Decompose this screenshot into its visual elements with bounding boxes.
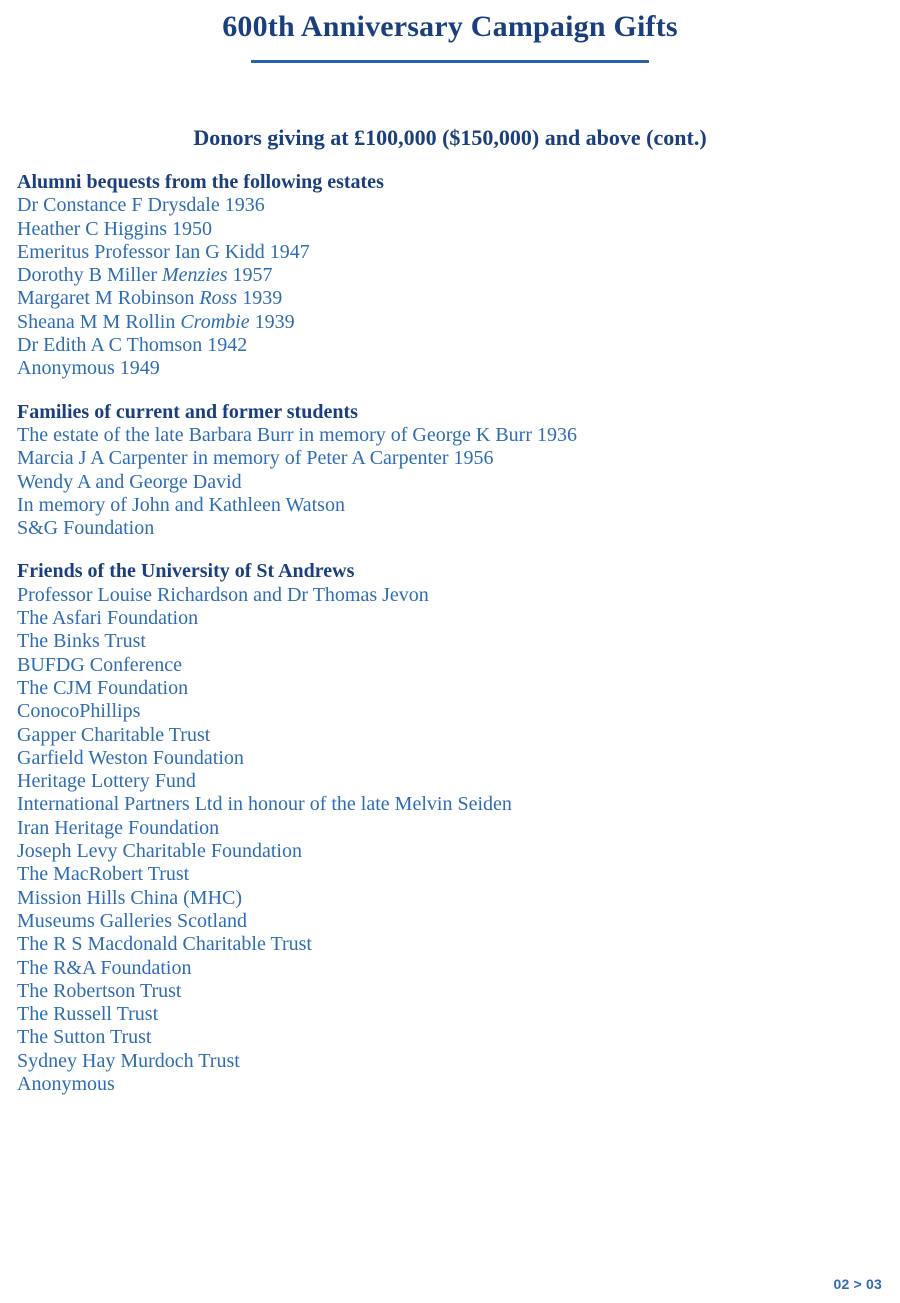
donor-name-segment: Professor Louise Richardson and Dr Thomas Jevon [17, 583, 429, 606]
donor-list-item [17, 1003, 880, 1026]
donor-name-segment: Wendy A and George David [17, 470, 242, 493]
donor-name-segment: ConocoPhillips [17, 700, 141, 723]
donor-name-segment: International Partners Ltd in honour of the late Melvin Seiden [17, 793, 512, 816]
donor-list-item [17, 863, 880, 886]
donor-list-item [17, 630, 880, 653]
donor-name-segment: BUFDG Conference [17, 653, 182, 676]
donor-name-segment: Dr Constance F Drysdale 1936 [17, 194, 265, 217]
donor-list-item [17, 241, 880, 264]
donor-name-segment: In memory of John and Kathleen Watson [17, 493, 345, 516]
donor-list-item [17, 910, 880, 933]
donor-name-segment: The Asfari Foundation [17, 607, 199, 630]
donor-list-item [17, 957, 880, 980]
section-heading: Alumni bequests from the following estates [17, 171, 384, 193]
donor-name-segment: The R S Macdonald Charitable Trust [17, 933, 312, 956]
donor-name-segment: Anonymous [17, 1072, 115, 1095]
section-heading: Families of current and former students [17, 400, 358, 423]
donor-list-item [17, 424, 880, 447]
donor-name-segment: Marcia J A Carpenter in memory of Peter A Carpenter 1956 [17, 447, 494, 470]
donor-name-segment: Dr Edith A C Thomson 1942 [17, 334, 248, 357]
donor-name-segment: The Robertson Trust [17, 979, 182, 1002]
donor-name-segment: S&G Foundation [17, 517, 155, 540]
page-title: 600th Anniversary Campaign Gifts [222, 10, 678, 43]
donor-list-item [17, 770, 880, 793]
donor-name-segment: Joseph Levy Charitable Foundation [17, 840, 302, 863]
donor-name-segment: 1957 [227, 264, 273, 287]
donor-list-item [17, 494, 880, 517]
donor-name-segment: Margaret M Robinson [17, 287, 200, 310]
donor-name-segment: Heritage Lottery Fund [17, 770, 196, 793]
donor-list-item [17, 654, 880, 677]
donor-list-item [17, 747, 880, 770]
donor-name-italic-segment: Ross [199, 287, 238, 310]
donor-name-segment: The Sutton Trust [17, 1026, 152, 1049]
donor-name-segment: The CJM Foundation [17, 676, 189, 699]
donor-name-segment: Dorothy B Miller [17, 264, 162, 287]
donor-name-segment: The Russell Trust [17, 1003, 159, 1026]
donor-list-item [17, 194, 880, 217]
title-underline-rule [251, 60, 649, 63]
donor-list-item [17, 793, 880, 816]
donor-section [17, 171, 880, 381]
donor-list-item [17, 677, 880, 700]
donor-list-item [17, 980, 880, 1003]
donor-name-segment: Museums Galleries Scotland [17, 909, 247, 932]
donor-name-segment: Heather C Higgins 1950 [17, 217, 212, 240]
donor-list-item [17, 607, 880, 630]
donor-list-item [17, 1026, 880, 1049]
page-subtitle: Donors giving at £100,000 ($150,000) and above (cont.) [193, 125, 707, 150]
donor-list-item [17, 287, 880, 310]
donor-name-segment: Sheana M M Rollin [17, 310, 181, 333]
donor-name-segment: The R&A Foundation [17, 956, 192, 979]
donor-list-item [17, 218, 880, 241]
donor-list-item [17, 447, 880, 470]
donor-list-item [17, 1073, 880, 1096]
donor-name-segment: 1939 [249, 310, 295, 333]
page-number: 02 > 03 [833, 1276, 882, 1292]
donor-list-item [17, 1050, 880, 1073]
donor-name-segment: 1939 [237, 287, 283, 310]
donor-list-item [17, 471, 880, 494]
donor-name-segment: Sydney Hay Murdoch Trust [17, 1049, 240, 1072]
donor-name-segment: Gapper Charitable Trust [17, 723, 211, 746]
section-heading: Friends of the University of St Andrews [17, 560, 355, 583]
donor-list-item [17, 334, 880, 357]
donor-section [17, 401, 880, 541]
donor-list-item [17, 817, 880, 840]
donor-list-item [17, 584, 880, 607]
donor-name-segment: The estate of the late Barbara Burr in memory of George K Burr 1936 [17, 423, 577, 446]
donor-name-segment: The Binks Trust [17, 630, 146, 653]
donor-list-item [17, 311, 880, 334]
donor-name-segment: Mission Hills China (MHC) [17, 886, 243, 909]
donor-list-item [17, 724, 880, 747]
donor-section [17, 560, 880, 1096]
donor-name-segment: Anonymous 1949 [17, 357, 160, 380]
donor-list-item [17, 264, 880, 287]
donor-list-item [17, 840, 880, 863]
donor-sections [17, 171, 880, 1096]
donor-name-segment: Iran Heritage Foundation [17, 816, 220, 839]
donor-name-italic-segment: Crombie [180, 310, 250, 333]
donor-name-segment: The MacRobert Trust [17, 863, 190, 886]
donor-name-segment: Emeritus Professor Ian G Kidd 1947 [17, 240, 310, 263]
donor-name-segment: Garfield Weston Foundation [17, 746, 244, 769]
donor-list-item [17, 357, 880, 380]
donor-list-item [17, 933, 880, 956]
donor-list-item [17, 887, 880, 910]
donor-list-item [17, 517, 880, 540]
donor-list-item [17, 700, 880, 723]
donor-name-italic-segment: Menzies [162, 264, 228, 287]
